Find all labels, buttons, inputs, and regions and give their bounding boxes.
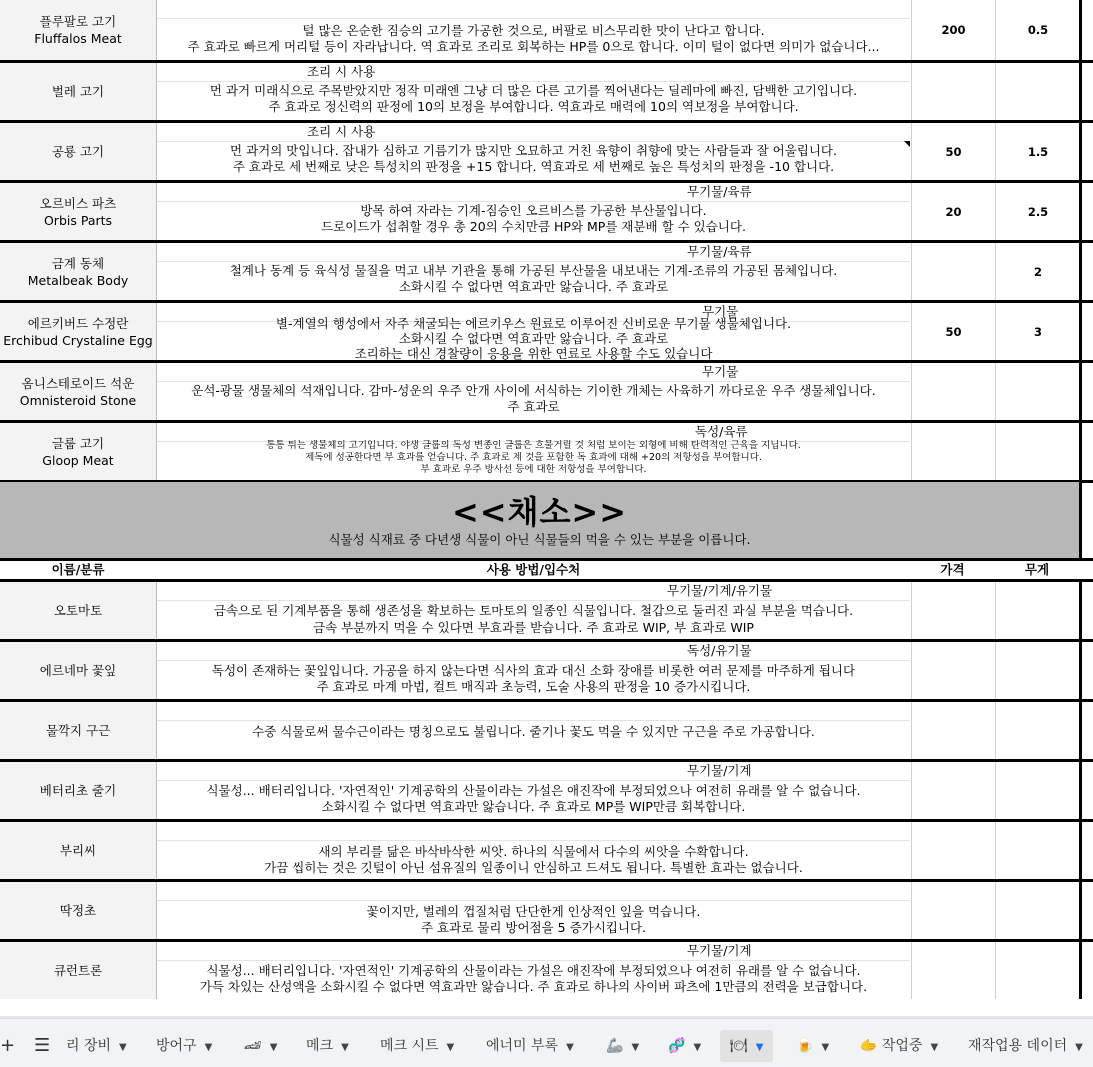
item-name: 금계 동체 <box>51 255 105 271</box>
item-weight[interactable] <box>995 642 1080 699</box>
item-name-en: Gloop Meat <box>42 452 114 468</box>
item-desc-cell[interactable] <box>157 582 910 639</box>
item-desc-line: 통통 튀는 생물체의 고기입니다. 야생 글룹의 독성 변종인 글룹은 흐물거릴 것 처럼 보이는 외형에 비해 탄력적인 근육을 지닙니다. <box>266 440 801 451</box>
item-name-cell[interactable] <box>0 762 157 819</box>
item-desc-line: 금속으로 된 기계부품을 통해 생존성을 확보하는 토마토의 일종인 식물입니다. 철갑으로 둘러진 과실 부분을 먹습니다. <box>213 603 854 618</box>
item-name: 글룹 고기 <box>51 435 105 451</box>
column-border <box>1079 702 1082 759</box>
item-price[interactable] <box>911 423 995 480</box>
sheet-tab-label: 🧬 <box>668 1038 686 1054</box>
item-name-cell[interactable] <box>0 183 157 240</box>
item-desc-cell[interactable] <box>157 882 910 939</box>
item-desc-line: 소화시킬 수 없다면 역효과만 앓습니다. 주 효과로 <box>398 279 669 294</box>
item-weight[interactable]: 3 <box>995 303 1080 360</box>
table-row[interactable] <box>0 423 1093 480</box>
sheet-tab-label: 에너미 부록 <box>486 1038 559 1054</box>
item-tag: 조리 시 사용 <box>157 63 910 82</box>
item-desc-cell[interactable] <box>157 702 910 759</box>
sheet-tab-label: 🫱 작업중 <box>860 1038 923 1054</box>
item-desc-line: 주 효과로 정신력의 판정에 10의 보정을 부여합니다. 역효과로 매력에 10의 역보정을 부여합니다. <box>268 99 799 114</box>
sheet-tab-label: 🦾 <box>606 1038 624 1054</box>
item-desc-line: 식물성... 배터리입니다. '자연적인' 기계공학의 산물이라는 가설은 애진작에 부정되었으나 여전히 유래를 알 수 없습니다. <box>206 963 861 978</box>
category-title: <<채소>> <box>451 493 628 531</box>
item-desc-line: 운석-광물 생물체의 석재입니다. 감마-성운의 우주 안개 사이에 서식하는 기이한 개체는 사육하기 까다로운 우주 생물체입니다. <box>191 383 876 398</box>
category-subtitle: 식물성 식재료 중 다년생 식물이 아닌 식물들의 먹을 수 있는 부분을 이릅니다. <box>328 532 751 547</box>
item-desc-line: 털 많은 온순한 짐승의 고기를 가공한 것으로, 버팔로 비스무리한 맛이 난다고 합니다. <box>302 23 765 38</box>
item-weight[interactable] <box>995 702 1080 759</box>
item-desc-line: 소화시킬 수 없다면 역효과만 앓습니다. 주 효과로 <box>398 331 669 346</box>
item-desc-line: 드로이드가 섭취할 경우 총 20의 수치만큼 HP와 MP를 재분배 할 수 있습니다. <box>321 219 746 234</box>
table-row[interactable] <box>0 183 1093 240</box>
dropdown-arrow-icon[interactable]: ▼ <box>930 1042 939 1053</box>
add-sheet-icon[interactable]: + <box>0 1035 16 1056</box>
item-weight[interactable]: 2.5 <box>995 183 1080 240</box>
table-row[interactable] <box>0 0 1093 60</box>
sheet-tab[interactable] <box>244 1030 277 1062</box>
item-desc-line: 꽃이지만, 벌레의 껍질처럼 단단한게 인상적인 잎을 먹습니다. <box>366 904 701 919</box>
item-weight[interactable] <box>995 63 1080 120</box>
column-border <box>1079 63 1082 120</box>
header-price[interactable]: 가격 <box>940 562 965 577</box>
item-weight[interactable] <box>995 822 1080 879</box>
item-name: 베터리초 줄기 <box>39 783 117 798</box>
item-name: 옴니스테로이드 석운 <box>21 375 135 391</box>
item-name: 벌레 고기 <box>51 84 105 99</box>
dropdown-arrow-icon[interactable]: ▼ <box>446 1042 455 1053</box>
table-row[interactable] <box>0 582 1093 639</box>
item-tag: 독성/육류 <box>157 423 910 442</box>
item-tag: 무기물 <box>157 303 910 322</box>
item-tag: 무기물/기계 <box>157 942 910 961</box>
table-row[interactable] <box>0 762 1093 819</box>
column-border <box>1079 822 1082 879</box>
item-price[interactable]: 50 <box>911 123 995 180</box>
item-desc-line: 주 효과로 물리 방어점을 5 증가시킵니다. <box>421 920 646 935</box>
column-border <box>1079 482 1082 558</box>
item-desc-line: 독성이 존재하는 꽃잎입니다. 가공을 하지 않는다면 식사의 효과 대신 소화 장애를 비롯한 여러 문제를 마주하게 됩니다 <box>211 663 856 678</box>
item-name-cell[interactable] <box>0 363 157 420</box>
item-name-cell[interactable] <box>0 822 157 879</box>
item-price[interactable] <box>911 63 995 120</box>
column-border <box>1079 642 1082 699</box>
sheet-tab-active[interactable] <box>720 1030 773 1062</box>
item-price[interactable] <box>911 762 995 819</box>
sheet-tab[interactable] <box>796 1030 829 1062</box>
column-border <box>1079 582 1082 639</box>
category-banner[interactable] <box>0 482 1079 558</box>
column-border <box>1079 882 1082 939</box>
sheet-tab[interactable] <box>380 1030 454 1062</box>
item-desc-cell[interactable] <box>157 822 910 879</box>
sheet-tab-label: 🏎 <box>244 1038 262 1054</box>
dropdown-arrow-icon[interactable]: ▼ <box>566 1042 574 1053</box>
item-name: 부리씨 <box>59 843 97 858</box>
item-desc-line: 먼 과거의 맛입니다. 잡내가 심하고 기름기가 많지만 오묘하고 거친 육향이 취향에 맞는 사람들과 잘 어울립니다. <box>230 143 837 158</box>
item-desc-line: 새의 부리를 닮은 바삭바삭한 씨앗. 하나의 식물에서 다수의 씨앗을 수확합니다. <box>318 844 749 859</box>
item-desc-line: 수중 식물로써 물수근이라는 명칭으로도 불립니다. 줄기나 꽃도 먹을 수 있지만 구근을 주로 가공합니다. <box>252 724 815 739</box>
sheet-tab[interactable] <box>486 1030 574 1062</box>
sheet-tab-label: 🍽 <box>730 1038 748 1054</box>
item-desc-cell[interactable] <box>157 123 910 180</box>
item-desc-line: 주 효과로 <box>507 399 560 414</box>
item-desc-cell[interactable] <box>157 0 910 60</box>
item-name-en: Omnisteroid Stone <box>19 392 137 408</box>
item-name-cell[interactable] <box>0 0 157 60</box>
item-weight[interactable] <box>995 582 1080 639</box>
column-border <box>1079 942 1082 999</box>
item-desc-line: 방목 하여 자라는 기계-짐승인 오르비스를 가공한 부산물입니다. <box>360 203 707 218</box>
item-weight[interactable]: 0.5 <box>995 0 1080 60</box>
sheet-tab[interactable] <box>860 1030 938 1062</box>
column-border <box>1079 0 1082 60</box>
item-tag: 독성/유기물 <box>157 642 910 661</box>
item-tag: 무기물/기계 <box>157 762 910 781</box>
dropdown-arrow-icon[interactable]: ▼ <box>1075 1042 1083 1053</box>
item-desc-cell[interactable] <box>157 63 910 120</box>
item-weight[interactable] <box>995 363 1080 420</box>
item-name-en: Fluffalos Meat <box>34 31 122 46</box>
item-weight[interactable] <box>995 882 1080 939</box>
sheet-tab-label: 방어구 <box>156 1038 197 1054</box>
column-border <box>1079 243 1082 300</box>
dropdown-arrow-icon[interactable]: ▼ <box>631 1042 640 1053</box>
item-desc-cell[interactable] <box>157 303 910 360</box>
item-desc-line: 별-계열의 행성에서 자주 채굴되는 에르키우스 원료로 이루어진 신비로운 무기물 생물체입니다. <box>275 316 792 331</box>
table-row[interactable] <box>0 63 1093 120</box>
item-name: 오르비스 파츠 <box>39 195 117 211</box>
item-name: 큐런트론 <box>53 963 103 978</box>
item-price[interactable] <box>911 243 995 300</box>
item-desc-line: 식물성... 배터리입니다. '자연적인' 기계공학의 산물이라는 가설은 애진작에 부정되었으나 여전히 유래를 알 수 없습니다. <box>206 783 861 798</box>
item-price[interactable]: 50 <box>911 303 995 360</box>
table-row[interactable] <box>0 702 1093 759</box>
column-border <box>1079 363 1082 420</box>
item-weight[interactable] <box>995 423 1080 480</box>
column-border <box>1079 762 1082 819</box>
item-desc-line: 조리하는 대신 경찰량이 응용을 위한 연료로 사용할 수도 있습니다 <box>354 346 713 360</box>
item-desc-line: 부 효과로 우주 방사선 등에 대한 저항성을 부여합니다. <box>420 464 647 475</box>
item-name-cell[interactable] <box>0 582 157 639</box>
item-name: 플루팔로 고기 <box>39 14 117 29</box>
item-tag <box>157 702 910 721</box>
item-desc-cell[interactable] <box>157 183 910 240</box>
dropdown-arrow-icon[interactable]: ▼ <box>204 1042 213 1053</box>
item-desc-line: 주 효과로 마계 마법, 컬트 매직과 초능력, 도술 사용의 판정을 10 증가시킵니다. <box>316 679 751 694</box>
item-name-cell[interactable] <box>0 702 157 759</box>
table-row[interactable] <box>0 243 1093 300</box>
item-desc-cell[interactable] <box>157 363 910 420</box>
item-desc-line: 가득 차있는 산성액을 소화시킬 수 없다면 역효과만 앓습니다. 주 효과로 하나의 사이버 파츠에 1만큼의 전력을 보급합니다. <box>199 979 868 994</box>
item-desc-cell[interactable] <box>157 942 910 999</box>
item-price[interactable] <box>911 582 995 639</box>
item-desc-cell[interactable] <box>157 423 910 480</box>
table-row[interactable] <box>0 303 1093 360</box>
column-border <box>1079 183 1082 240</box>
item-name-cell[interactable] <box>0 243 157 300</box>
item-desc-line: 철계나 동계 등 육식성 물질을 먹고 내부 기관을 통해 가공된 부산물을 내보내는 기계-조류의 가공된 몸체입니다. <box>229 263 838 278</box>
item-name-cell[interactable] <box>0 423 157 480</box>
table-row[interactable] <box>0 363 1093 420</box>
item-name-cell[interactable] <box>0 642 157 699</box>
item-desc-line: 소화시킬 수 없다면 역효과만 앓습니다. 주 효과로 MP를 WIP만큼 회복합니다. <box>321 799 746 814</box>
item-price[interactable] <box>911 822 995 879</box>
item-desc-line: 주 효과로 빠르게 머리털 등이 자라납니다. 역 효과로 조리로 회복하는 HP를 0으로 합니다. 이미 털이 없다면 의미가 없습니다... <box>187 39 880 54</box>
item-price[interactable] <box>911 642 995 699</box>
sheet-tab-label: 🍺 <box>796 1038 814 1054</box>
dropdown-arrow-icon[interactable]: ▼ <box>693 1042 702 1053</box>
item-weight[interactable] <box>995 762 1080 819</box>
table-row[interactable] <box>0 942 1093 999</box>
item-tag <box>157 822 910 841</box>
column-border <box>1079 123 1082 180</box>
item-desc-cell[interactable] <box>157 762 910 819</box>
item-desc-line: 제독에 성공한다면 부 효과를 얻습니다. 주 효과로 제 것을 포함한 독 효과에 대해 +20의 저항성을 부여합니다. <box>305 452 762 463</box>
table-row[interactable] <box>0 822 1093 879</box>
item-name-cell[interactable] <box>0 63 157 120</box>
item-name-en: Erchibud Crystaline Egg <box>3 332 153 348</box>
item-price[interactable]: 20 <box>911 183 995 240</box>
item-name: 에르키버드 수정란 <box>27 315 129 331</box>
dropdown-arrow-icon[interactable]: ▼ <box>821 1042 830 1053</box>
item-name: 에르네마 꽃잎 <box>39 663 117 678</box>
item-name: 딱정초 <box>59 903 97 918</box>
dropdown-arrow-icon[interactable]: ▼ <box>269 1042 278 1053</box>
item-price[interactable] <box>911 942 995 999</box>
dropdown-arrow-icon[interactable]: ▼ <box>119 1042 127 1053</box>
sheet-tab[interactable] <box>156 1030 212 1062</box>
item-price[interactable] <box>911 882 995 939</box>
sheet-tab[interactable] <box>606 1030 639 1062</box>
item-desc-cell[interactable] <box>157 642 910 699</box>
item-price[interactable] <box>911 363 995 420</box>
sheet-tab-label: 리 장비 <box>66 1038 112 1054</box>
sheet-tab-label: 재작업용 데이터 <box>968 1038 1068 1054</box>
item-name-cell[interactable] <box>0 882 157 939</box>
sheet-tab[interactable] <box>968 1030 1083 1062</box>
item-tag <box>157 882 910 901</box>
item-desc-line: 먼 과거 미래식으로 주목받았지만 정작 미래엔 그냥 더 많은 다른 고기를 찍어낸다는 딜레마에 빠진, 담백한 고기입니다. <box>209 83 858 98</box>
item-tag: 조리 시 사용 <box>157 123 910 142</box>
table-row[interactable] <box>0 642 1093 699</box>
sheet-tab[interactable] <box>66 1030 127 1062</box>
item-name-cell[interactable] <box>0 942 157 999</box>
table-row[interactable] <box>0 882 1093 939</box>
item-name: 공룡 고기 <box>51 144 105 159</box>
item-name: 오토마토 <box>53 603 103 618</box>
item-tag <box>157 0 910 19</box>
item-price[interactable] <box>911 702 995 759</box>
column-border <box>1079 423 1082 480</box>
dropdown-arrow-icon[interactable]: ▼ <box>755 1042 764 1053</box>
sheet-tab[interactable] <box>668 1030 701 1062</box>
item-tag: 무기물 <box>157 363 910 382</box>
item-name: 물깍지 구근 <box>45 723 111 738</box>
item-tag: 무기물/육류 <box>157 183 910 202</box>
item-desc-line: 주 효과로 세 번째로 낮은 특성치의 판정을 +15 합니다. 역효과로 세 번째로 높은 특성치의 판정을 -10 합니다. <box>232 159 835 174</box>
column-header-row[interactable] <box>0 561 1093 579</box>
item-desc-cell[interactable] <box>157 243 910 300</box>
column-border <box>1079 303 1082 360</box>
item-name-en: Metalbeak Body <box>27 272 129 288</box>
header-weight[interactable]: 무게 <box>1024 562 1050 577</box>
item-name-cell[interactable] <box>0 123 157 180</box>
sheet-tab-label: 메크 <box>306 1038 334 1054</box>
sheet-tab[interactable] <box>306 1030 349 1062</box>
item-price[interactable]: 200 <box>911 0 995 60</box>
item-tag: 무기물/육류 <box>157 243 910 262</box>
table-row[interactable] <box>0 123 1093 180</box>
comment-marker-icon[interactable] <box>904 141 910 147</box>
sheet-tab-label: 메크 시트 <box>380 1038 439 1054</box>
dropdown-arrow-icon[interactable]: ▼ <box>341 1042 349 1053</box>
all-sheets-menu-icon[interactable]: ☰ <box>34 1035 51 1056</box>
item-desc-line: 가끔 씹히는 것은 깃털이 아닌 섬유질의 일종이니 안심하고 드셔도 됩니다. 특별한 효과는 없습니다. <box>264 860 803 875</box>
header-usage[interactable]: 사용 방법/입수처 <box>486 562 581 577</box>
item-name-en: Orbis Parts <box>43 212 113 228</box>
item-weight[interactable]: 2 <box>995 243 1080 300</box>
item-weight[interactable]: 1.5 <box>995 123 1080 180</box>
item-name-cell[interactable] <box>0 303 157 360</box>
header-name[interactable]: 이름/분류 <box>51 562 105 577</box>
item-desc-line: 금속 부분까지 먹을 수 있다면 부효과를 받습니다. 주 효과로 WIP, 부 효과로 WIP <box>313 620 754 635</box>
item-tag: 무기물/기계/유기물 <box>157 582 910 601</box>
item-weight[interactable] <box>995 942 1080 999</box>
